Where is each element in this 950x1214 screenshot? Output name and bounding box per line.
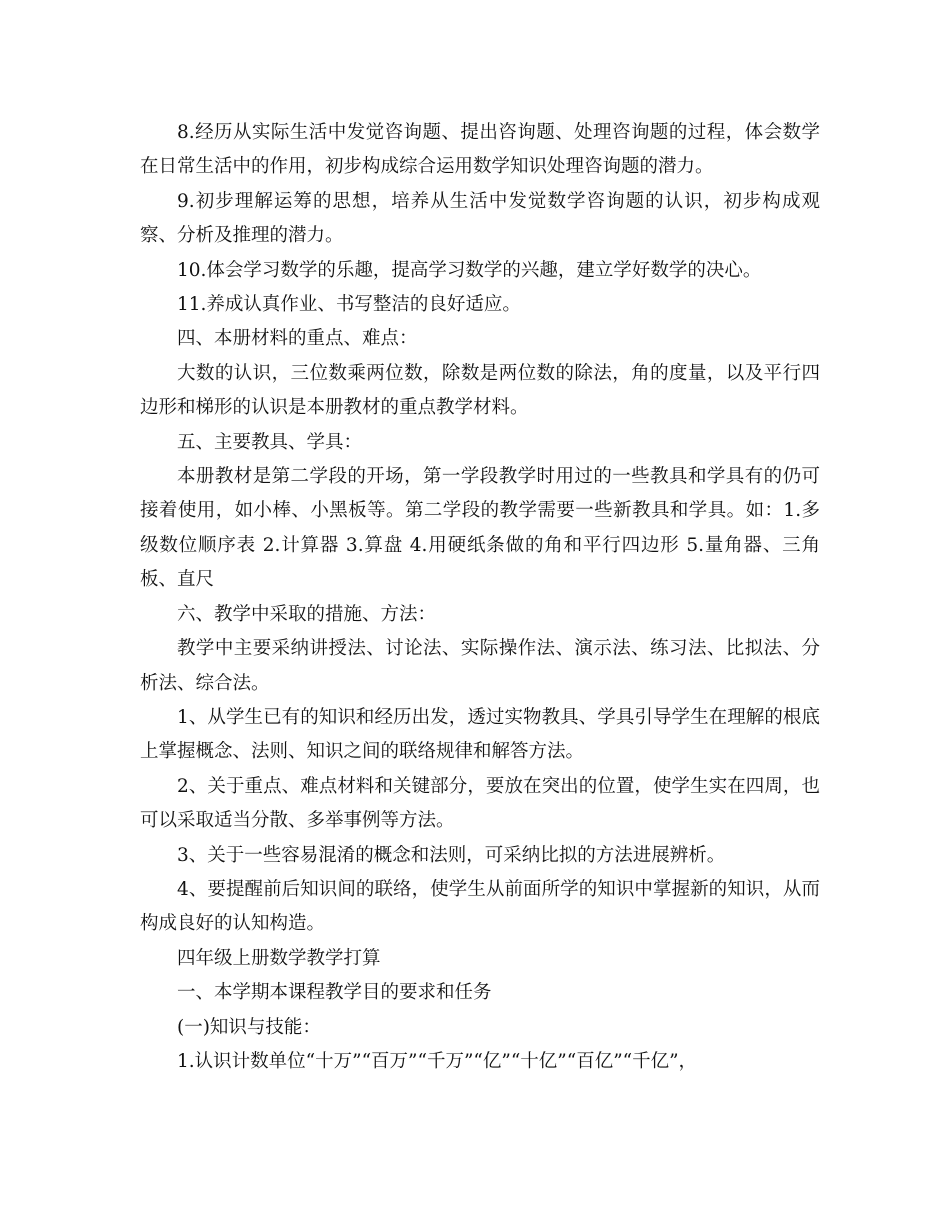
section-heading-teaching-aids: 五、主要教具、学具： xyxy=(177,431,363,453)
paragraph-method-2: 2、关于重点、难点材料和关键部分，要放在突出的位置，使学生实在四周，也可以采取适当分散、多举事例等方法。 xyxy=(140,775,820,832)
subsection-heading-knowledge: (一)知识与技能： xyxy=(177,1016,321,1038)
document-subtitle: 四年级上册数学教学打算 xyxy=(177,947,381,969)
paragraph-goal-1: 1.认识计数单位“十万”“百万”“千万”“亿”“十亿”“百亿”“千亿”， xyxy=(177,1050,698,1072)
document-body xyxy=(140,116,820,1079)
paragraph-method-4: 4、要提醒前后知识间的联络，使学生从前面所学的知识中掌握新的知识，从而构成良好的认知构造。 xyxy=(140,878,820,935)
paragraph-item-8: 8.经历从实际生活中发觉咨询题、提出咨询题、处理咨询题的过程，体会数学在日常生活中的作用，初步构成综合运用数学知识处理咨询题的潜力。 xyxy=(140,122,820,178)
paragraph-method-3: 3、关于一些容易混淆的概念和法则，可采纳比拟的方法进展辨析。 xyxy=(177,844,726,866)
paragraph-item-9: 9.初步理解运筹的思想，培养从生活中发觉数学咨询题的认识，初步构成观察、分析及推理的潜力。 xyxy=(140,190,820,247)
section-heading-methods: 六、教学中采取的措施、方法： xyxy=(177,603,437,625)
section-heading-key-points: 四、本册材料的重点、难点： xyxy=(177,328,418,350)
paragraph-key-points: 大数的认识，三位数乘两位数，除数是两位数的除法，角的度量，以及平行四边形和梯形的认识是本册教材的重点教学材料。 xyxy=(140,362,820,419)
paragraph-teaching-aids: 本册教材是第二学段的开场，第一学段教学时用过的一些教具和学具有的仍可接着使用，如小棒、小黑板等。第二学段的教学需要一些新教具和学具。如：1.多级数位顺序表 2.计算器 3.算盘 4.用硬纸条做的角和平行四边形 5.量角器、三角板、直尺 xyxy=(140,466,820,591)
paragraph-method-1: 1、从学生已有的知识和经历出发，透过实物教具、学具引导学生在理解的根底上掌握概念、法则、知识之间的联络规律和解答方法。 xyxy=(140,706,820,763)
paragraph-item-11: 11.养成认真作业、书写整洁的良好适应。 xyxy=(177,294,521,316)
paragraph-methods: 教学中主要采纳讲授法、讨论法、实际操作法、演示法、练习法、比拟法、分析法、综合法。 xyxy=(140,638,820,694)
paragraph-item-10: 10.体会学习数学的乐趣，提高学习数学的兴趣，建立学好数学的决心。 xyxy=(177,259,762,281)
section-heading-goals: 一、本学期本课程教学目的要求和任务 xyxy=(177,982,492,1004)
